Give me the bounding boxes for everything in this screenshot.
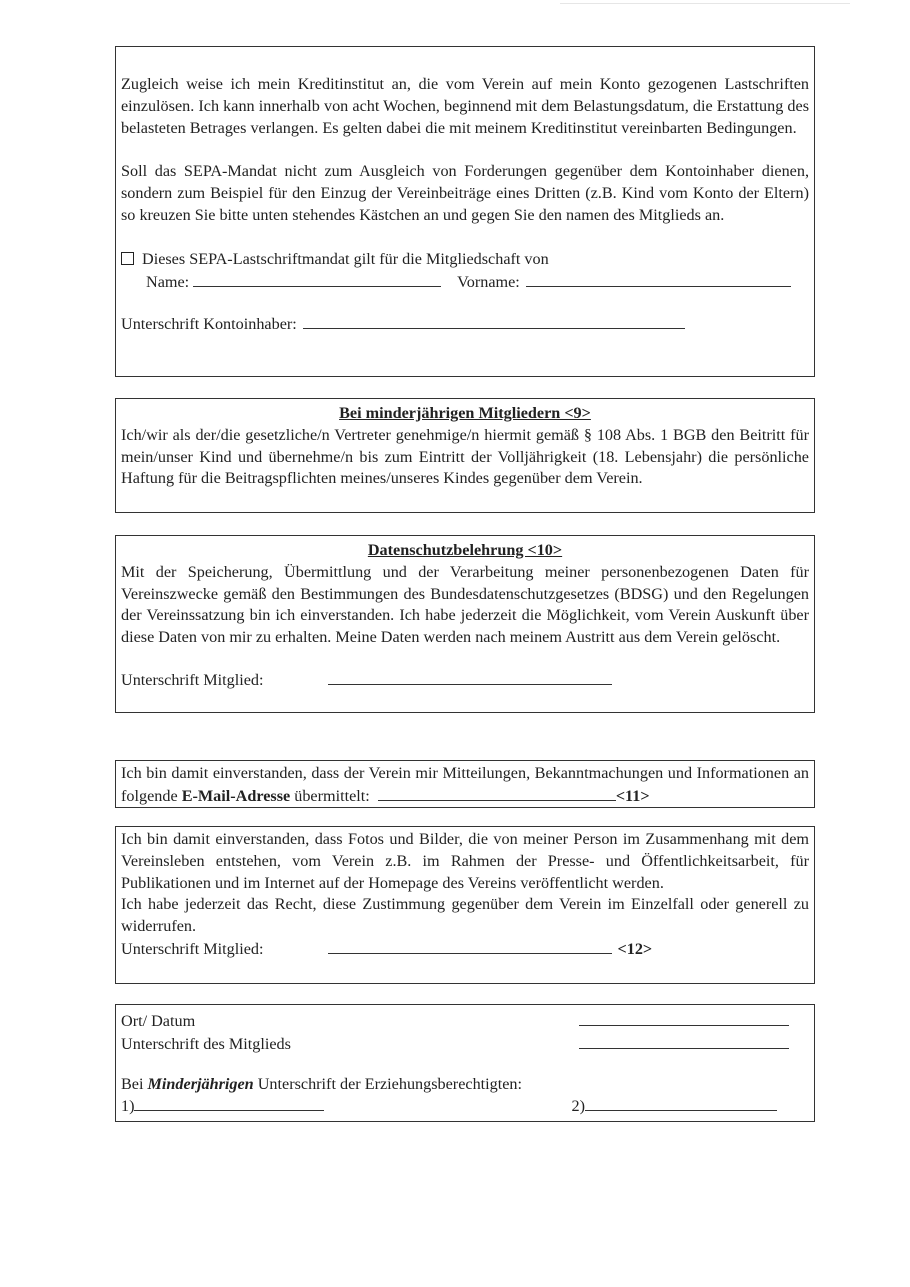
privacy-signature-field[interactable] <box>328 669 612 685</box>
photo-consent-section <box>115 826 815 984</box>
email-consent-text <box>121 763 809 808</box>
photo-signature-row <box>121 938 809 961</box>
name-label: Name: <box>146 272 190 291</box>
vorname-label: Vorname: <box>457 272 520 291</box>
photo-marker: <12> <box>617 939 653 958</box>
final-signature-section <box>115 1004 815 1122</box>
vorname-field[interactable] <box>526 271 791 287</box>
guardian-1-label: 1) <box>121 1097 135 1116</box>
minors-heading: Bei minderjährigen Mitgliedern <9> <box>339 404 591 422</box>
email-consent-section <box>115 760 815 808</box>
guardian-signature-heading <box>121 1074 809 1096</box>
photo-consent-text: Ich bin damit einverstanden, dass Fotos und Bilder, die von meiner Person im Zusammenhang mit dem Vereinsleben entstehen, vom Verein z.B. im Rahmen der Presse- und Öffentlichkeitsarbeit, für Publikationen und im Internet auf der Homepage des Vereins veröffentlicht werden. <box>121 830 809 892</box>
sepa-mandate-section <box>115 46 815 377</box>
privacy-text: Mit der Speicherung, Übermittlung und der Verarbeitung meiner personenbezogenen Daten für Vereinszwecke gemäß den Bestimmungen des Bundesdatenschutzgesetzes (BDSG) und den Regelungen der Vereinssatzung bin ich einverstanden. Ich habe jederzeit die Möglichkeit, vom Verein Auskunft über diese Daten von mir zu erhalten. Meine Daten werden nach meinem Austritt aus dem Verein gelöscht. <box>121 562 809 647</box>
account-holder-signature-row <box>121 313 809 336</box>
guardian-1-signature-field[interactable] <box>134 1095 324 1111</box>
photo-signature-label: Unterschrift Mitglied: <box>121 939 264 958</box>
photo-signature-field[interactable] <box>328 938 612 954</box>
guardian-2-label: 2) <box>571 1097 585 1116</box>
privacy-section <box>115 535 815 713</box>
guardian-2-signature-field[interactable] <box>585 1095 777 1111</box>
sepa-paragraph-1: Zugleich weise ich mein Kreditinstitut an, die vom Verein auf mein Konto gezogenen Lastschriften einzulösen. Ich kann innerhalb von acht Wochen, beginnend mit dem Belastungsdatum, die Erstattung des belasteten Betrages verlangen. Es gelten dabei die mit meinem Kreditinstitut vereinbarten Bedingungen. <box>121 75 809 137</box>
privacy-signature-row <box>121 669 809 692</box>
guardian-suffix: Unterschrift der Erziehungsberechtigten: <box>257 1074 523 1093</box>
guardian-prefix: Bei <box>121 1074 144 1093</box>
email-marker: <11> <box>615 786 650 805</box>
email-text-after: übermittelt: <box>294 786 370 805</box>
email-address-field[interactable] <box>378 785 616 801</box>
ort-datum-field[interactable] <box>579 1010 789 1026</box>
sepa-checkbox[interactable] <box>121 252 134 265</box>
guardian-emphasis: Minderjährigen <box>147 1074 254 1093</box>
member-signature-label: Unterschrift des Mitglieds <box>121 1034 291 1053</box>
privacy-signature-label: Unterschrift Mitglied: <box>121 670 264 689</box>
member-signature-field[interactable] <box>579 1033 789 1049</box>
privacy-heading: Datenschutzbelehrung <10> <box>367 541 563 559</box>
sepa-paragraph-2: Soll das SEPA-Mandat nicht zum Ausgleich von Forderungen gegenüber dem Kontoinhaber dienen, sondern zum Beispiel für den Einzug der Vereinbeiträge eines Dritten (z.B. Kind vom Konto der Eltern) so kreuzen Sie bitte unten stehendes Kästchen an und gegen Sie den namen des Mitglieds an. <box>121 162 809 224</box>
photo-revoke-text: Ich habe jederzeit das Recht, diese Zustimmung gegenüber dem Verein im Einzelfall oder generell zu widerrufen. <box>121 895 809 936</box>
sepa-checkbox-row[interactable] <box>121 249 809 271</box>
account-holder-signature-label: Unterschrift Kontoinhaber: <box>121 315 297 334</box>
sepa-checkbox-label: Dieses SEPA-Lastschriftmandat gilt für die Mitgliedschaft von <box>142 249 549 268</box>
minors-text: Ich/wir als der/die gesetzliche/n Vertreter genehmige/n hiermit gemäß § 108 Abs. 1 BGB den Beitritt für mein/unser Kind und übernehme/n bis zum Eintritt der Volljährigkeit (18. Lebensjahr) die persönliche Haftung für die Beitragspflichten meines/unseres Kindes gegenüber dem Verein. <box>121 425 809 488</box>
guardian-signature-row <box>121 1095 809 1118</box>
member-signature-row <box>121 1033 809 1056</box>
account-holder-signature-field[interactable] <box>303 313 685 329</box>
email-text-before: Ich bin damit einverstanden, dass der Verein mir Mitteilungen, Bekanntmachungen und Informationen an folgende <box>121 764 809 805</box>
ort-datum-row <box>121 1010 809 1033</box>
name-field[interactable] <box>193 271 441 287</box>
ort-datum-label: Ort/ Datum <box>121 1012 196 1030</box>
scan-artifact-line <box>560 3 850 4</box>
member-name-row <box>121 271 809 294</box>
email-bold-label: E-Mail-Adresse <box>181 786 291 805</box>
minors-section <box>115 398 815 513</box>
